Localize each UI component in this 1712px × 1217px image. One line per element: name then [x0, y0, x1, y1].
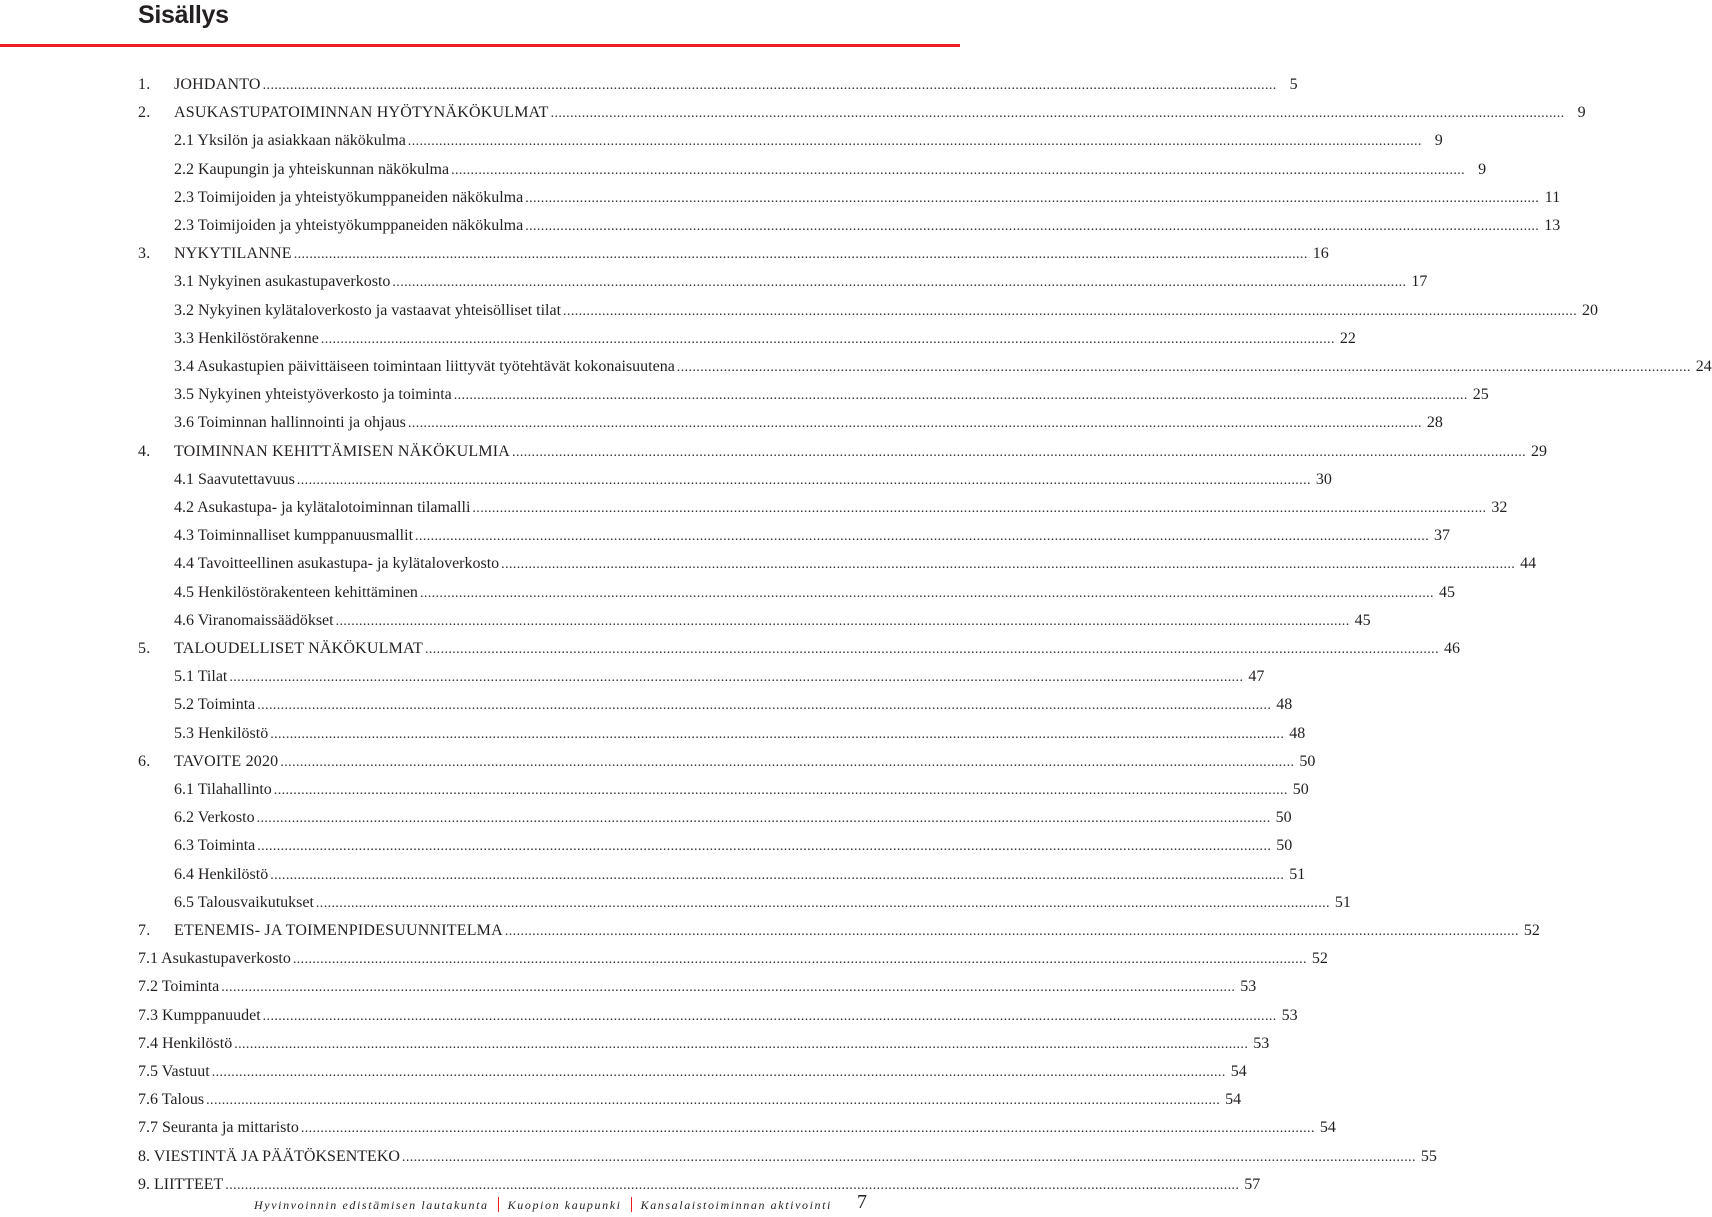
toc-entry-page: 24	[1695, 358, 1712, 375]
toc-entry-number: 5.	[138, 640, 151, 657]
toc-dot-leader: ....................................................................................................................................................................................................................................................................	[392, 275, 1407, 291]
toc-entry-number: 4.	[138, 442, 151, 460]
toc-entry-title: 2.3 Toimijoiden ja yhteistyökumppaneiden näkökulma	[174, 188, 524, 206]
toc-dot-leader: ....................................................................................................................................................................................................................................................................	[525, 190, 1540, 206]
toc-dot-leader: ....................................................................................................................................................................................................................................................................	[206, 1093, 1221, 1109]
toc-entry-title: TAVOITE 2020	[174, 752, 279, 770]
toc-entry-title: 6.5 Talousvaikutukset	[174, 893, 314, 911]
toc-entry-page: 17	[1411, 273, 1428, 291]
toc-dot-leader: ....................................................................................................................................................................................................................................................................	[525, 219, 1540, 234]
toc-entry-page: 51	[1334, 893, 1351, 911]
toc-entry-page: 55	[1420, 1147, 1437, 1165]
toc-entry-page: 28	[1426, 414, 1443, 432]
toc-dot-leader: ....................................................................................................................................................................................................................................................................	[273, 783, 1288, 798]
toc-entry	[138, 1118, 1336, 1139]
toc-entry-page: 53	[1240, 978, 1257, 996]
toc-dot-leader: ....................................................................................................................................................................................................................................................................	[451, 162, 1466, 178]
toc-entry-title: 6.2 Verkosto	[174, 809, 255, 827]
toc-dot-leader: ....................................................................................................................................................................................................................................................................	[501, 557, 1516, 573]
toc-dot-leader: ....................................................................................................................................................................................................................................................................	[262, 1008, 1277, 1024]
toc-entry-page: 29	[1531, 442, 1548, 460]
toc-dot-leader: ....................................................................................................................................................................................................................................................................	[563, 303, 1578, 319]
toc-entry-title: 7.1 Asukastupaverkosto	[138, 950, 291, 968]
toc-entry-title: TOIMINNAN KEHITTÄMISEN NÄKÖKULMIA	[174, 442, 511, 460]
toc-entry	[174, 611, 1371, 632]
toc-entry	[174, 695, 1293, 716]
toc-dot-leader: ....................................................................................................................................................................................................................................................................	[320, 331, 1335, 347]
toc-entry	[138, 103, 1586, 124]
toc-entry-page: 45	[1438, 583, 1455, 601]
toc-entry	[138, 1062, 1247, 1083]
toc-entry	[174, 131, 1443, 152]
footer-separator	[498, 1197, 499, 1212]
toc-entry-page: 46	[1443, 640, 1460, 657]
toc-dot-leader: ....................................................................................................................................................................................................................................................................	[472, 501, 1487, 516]
toc-entry	[174, 724, 1306, 745]
toc-entry	[174, 583, 1455, 604]
toc-entry-page: 54	[1319, 1119, 1336, 1137]
toc-entry	[138, 752, 1316, 773]
toc-entry-title: 7.3 Kumppanuudet	[138, 1006, 261, 1024]
toc-entry-title: 3.2 Nykyinen kylätaloverkosto ja vastaavat yhteisölliset tilat	[174, 301, 562, 319]
toc-entry	[174, 893, 1351, 914]
toc-dot-leader: ....................................................................................................................................................................................................................................................................	[407, 134, 1422, 150]
header-rule	[0, 44, 960, 47]
toc-entry	[138, 921, 1540, 942]
toc-dot-leader: ....................................................................................................................................................................................................................................................................	[401, 1149, 1416, 1165]
toc-entry-page: 57	[1244, 1175, 1261, 1193]
toc-entry	[174, 301, 1599, 322]
toc-entry-title: ETENEMIS- JA TOIMENPIDESUUNNITELMA	[174, 922, 503, 939]
toc-dot-leader: ....................................................................................................................................................................................................................................................................	[270, 867, 1285, 883]
footer-separator	[631, 1197, 632, 1212]
toc-entry	[174, 216, 1561, 237]
toc-entry	[138, 1034, 1270, 1055]
toc-entry-number: 7.	[138, 922, 151, 939]
toc-entry-title: 3.5 Nykyinen yhteistyöverkosto ja toiminta	[174, 386, 452, 404]
toc-entry-title: 7.6 Talous	[138, 1091, 205, 1109]
toc-entry-page: 51	[1289, 865, 1306, 883]
toc-entry-page: 52	[1523, 922, 1540, 939]
toc-entry-page: 53	[1281, 1006, 1298, 1024]
toc-entry	[174, 470, 1332, 491]
toc-dot-leader: ....................................................................................................................................................................................................................................................................	[270, 726, 1285, 742]
toc-entry-title: 3.6 Toiminnan hallinnointi ja ohjaus	[174, 414, 406, 432]
toc-entry	[174, 188, 1561, 209]
toc-dot-leader: ....................................................................................................................................................................................................................................................................	[676, 360, 1691, 375]
toc-entry	[138, 1147, 1437, 1168]
toc-entry-title: 4.6 Viranomaissäädökset	[174, 611, 334, 629]
toc-entry-page: 9	[1577, 104, 1586, 122]
toc-entry	[174, 413, 1443, 434]
toc-entry-page: 5	[1289, 76, 1298, 93]
toc-entry-page: 32	[1491, 499, 1508, 516]
toc-entry-page: 50	[1275, 809, 1292, 827]
toc-dot-leader: ....................................................................................................................................................................................................................................................................	[293, 247, 1308, 263]
toc-entry-number: 3.	[138, 245, 151, 263]
toc-entry-title: 4.5 Henkilöstörakenteen kehittäminen	[174, 583, 418, 601]
toc-entry-page: 52	[1311, 950, 1328, 968]
toc-entry-page: 30	[1315, 470, 1332, 488]
toc-entry-title: 6.1 Tilahallinto	[174, 781, 272, 798]
toc-entry-page: 22	[1339, 329, 1356, 347]
toc-dot-leader: ....................................................................................................................................................................................................................................................................	[229, 670, 1244, 686]
footer-city: Kuopion kaupunki	[507, 1198, 622, 1212]
toc-dot-leader: ....................................................................................................................................................................................................................................................................	[211, 1065, 1226, 1080]
toc-entry-title: 8. VIESTINTÄ JA PÄÄTÖKSENTEKO	[138, 1147, 400, 1165]
toc-entry-title: 2.3 Toimijoiden ja yhteistyökumppaneiden näkökulma	[174, 217, 524, 234]
toc-dot-leader: ....................................................................................................................................................................................................................................................................	[453, 388, 1468, 404]
toc-dot-leader: ....................................................................................................................................................................................................................................................................	[256, 811, 1271, 827]
toc-dot-leader: ....................................................................................................................................................................................................................................................................	[424, 642, 1439, 657]
toc-entry	[174, 667, 1265, 688]
toc-entry-page: 37	[1434, 527, 1451, 545]
toc-dot-leader: ....................................................................................................................................................................................................................................................................	[512, 444, 1527, 460]
toc-entry-number: 1.	[138, 76, 151, 93]
toc-entry	[174, 865, 1306, 886]
toc-entry	[174, 385, 1489, 406]
toc-entry	[174, 498, 1508, 519]
toc-entry-page: 20	[1582, 301, 1599, 319]
page-number: 7	[857, 1191, 867, 1213]
toc-entry-title: 2.1 Yksilön ja asiakkaan näkökulma	[174, 132, 406, 150]
toc-dot-leader: ....................................................................................................................................................................................................................................................................	[221, 980, 1236, 996]
toc-dot-leader: ....................................................................................................................................................................................................................................................................	[280, 754, 1295, 770]
toc-dot-leader: ....................................................................................................................................................................................................................................................................	[550, 106, 1565, 122]
toc-entry-title: 2.2 Kaupungin ja yhteiskunnan näkökulma	[174, 160, 450, 178]
toc-entry-page: 50	[1292, 781, 1309, 798]
toc-entry-page: 54	[1225, 1091, 1242, 1109]
toc-dot-leader: ....................................................................................................................................................................................................................................................................	[262, 78, 1277, 93]
toc-entry	[138, 639, 1460, 660]
page-title: Sisällys	[138, 1, 229, 29]
toc-entry-page: 48	[1289, 724, 1306, 742]
toc-entry-title: ASUKASTUPATOIMINNAN HYÖTYNÄKÖKULMAT	[174, 104, 549, 122]
toc-dot-leader: ....................................................................................................................................................................................................................................................................	[296, 472, 1311, 488]
toc-entry	[138, 442, 1548, 463]
toc-entry-title: 5.2 Toiminta	[174, 696, 256, 714]
toc-entry-title: JOHDANTO	[174, 76, 261, 93]
toc-dot-leader: ....................................................................................................................................................................................................................................................................	[257, 839, 1272, 855]
toc-entry-page: 11	[1544, 188, 1561, 206]
toc-entry-page: 9	[1478, 160, 1487, 178]
toc-entry-page: 45	[1354, 611, 1371, 629]
toc-entry	[174, 272, 1428, 293]
toc-entry	[174, 808, 1292, 829]
toc-entry	[138, 244, 1329, 265]
toc-entry	[138, 949, 1328, 970]
toc-dot-leader: ....................................................................................................................................................................................................................................................................	[300, 1121, 1315, 1137]
toc-entry-title: 5.1 Tilat	[174, 668, 228, 686]
toc-entry-page: 50	[1276, 837, 1293, 855]
toc-entry-page: 54	[1230, 1063, 1247, 1080]
toc-entry	[174, 780, 1309, 801]
toc-entry-title: 4.2 Asukastupa- ja kylätalotoiminnan tilamalli	[174, 499, 471, 516]
toc-dot-leader: ....................................................................................................................................................................................................................................................................	[234, 1036, 1249, 1052]
toc-entry	[174, 554, 1537, 575]
toc-entry-page: 9	[1434, 132, 1443, 150]
toc-dot-leader: ....................................................................................................................................................................................................................................................................	[225, 1177, 1240, 1193]
toc-entry	[174, 836, 1293, 857]
page-header	[0, 0, 960, 48]
toc-entry-title: 7.7 Seuranta ja mittaristo	[138, 1119, 299, 1137]
toc-entry-title: 6.4 Henkilöstö	[174, 865, 269, 883]
footer-committee: Hyvinvoinnin edistämisen lautakunta	[254, 1198, 489, 1212]
toc-entry-page: 53	[1253, 1034, 1270, 1052]
toc-entry-title: 4.3 Toiminnalliset kumppanuusmallit	[174, 527, 414, 545]
toc-dot-leader: ....................................................................................................................................................................................................................................................................	[257, 698, 1272, 714]
footer-credits	[254, 1197, 832, 1213]
toc-entry-title: 7.2 Toiminta	[138, 978, 220, 996]
toc-dot-leader: ....................................................................................................................................................................................................................................................................	[415, 529, 1430, 545]
toc-entry	[174, 329, 1356, 350]
toc-entry-title: 3.3 Henkilöstörakenne	[174, 329, 319, 347]
toc-dot-leader: ....................................................................................................................................................................................................................................................................	[292, 952, 1307, 968]
toc-dot-leader: ....................................................................................................................................................................................................................................................................	[504, 924, 1519, 939]
toc-entry-title: 5.3 Henkilöstö	[174, 724, 269, 742]
toc-entry-title: NYKYTILANNE	[174, 245, 292, 263]
toc-entry-page: 25	[1472, 386, 1489, 404]
toc-dot-leader: ....................................................................................................................................................................................................................................................................	[407, 416, 1422, 432]
toc-dot-leader: ....................................................................................................................................................................................................................................................................	[335, 613, 1350, 629]
toc-entry-title: 4.4 Tavoitteellinen asukastupa- ja kylätaloverkosto	[174, 555, 500, 573]
page-footer	[0, 1193, 960, 1217]
toc-dot-leader: ....................................................................................................................................................................................................................................................................	[419, 585, 1434, 601]
toc-entry-title: 4.1 Saavutettavuus	[174, 470, 295, 488]
toc-entry-page: 47	[1248, 668, 1265, 686]
toc-entry-page: 16	[1312, 245, 1329, 263]
toc-entry-number: 6.	[138, 752, 151, 770]
toc-entry-title: 7.4 Henkilöstö	[138, 1034, 233, 1052]
toc-entry	[138, 1006, 1298, 1027]
toc-entry-title: 9. LIITTEET	[138, 1175, 224, 1193]
toc-entry-title: 3.1 Nykyinen asukastupaverkosto	[174, 273, 391, 291]
toc-dot-leader: ....................................................................................................................................................................................................................................................................	[315, 895, 1330, 911]
footer-project: Kansalaistoiminnan aktivointi	[640, 1198, 832, 1212]
toc-entry	[174, 526, 1451, 547]
toc-entry-page: 44	[1520, 555, 1537, 573]
toc-entry-page: 48	[1276, 696, 1293, 714]
toc-entry	[174, 357, 1712, 378]
toc-entry-title: TALOUDELLISET NÄKÖKULMAT	[174, 640, 423, 657]
toc-entry-title: 3.4 Asukastupien päivittäiseen toimintaan liittyvät työtehtävät kokonaisuutena	[174, 358, 675, 375]
toc-entry-page: 50	[1299, 752, 1316, 770]
toc-entry-title: 6.3 Toiminta	[174, 837, 256, 855]
toc-entry-title: 7.5 Vastuut	[138, 1063, 210, 1080]
toc-entry-number: 2.	[138, 104, 151, 122]
toc-entry	[138, 1090, 1242, 1111]
toc-entry	[174, 160, 1487, 181]
toc-entry	[138, 75, 1298, 96]
toc-entry-page: 13	[1544, 217, 1561, 234]
toc-entry	[138, 977, 1257, 998]
